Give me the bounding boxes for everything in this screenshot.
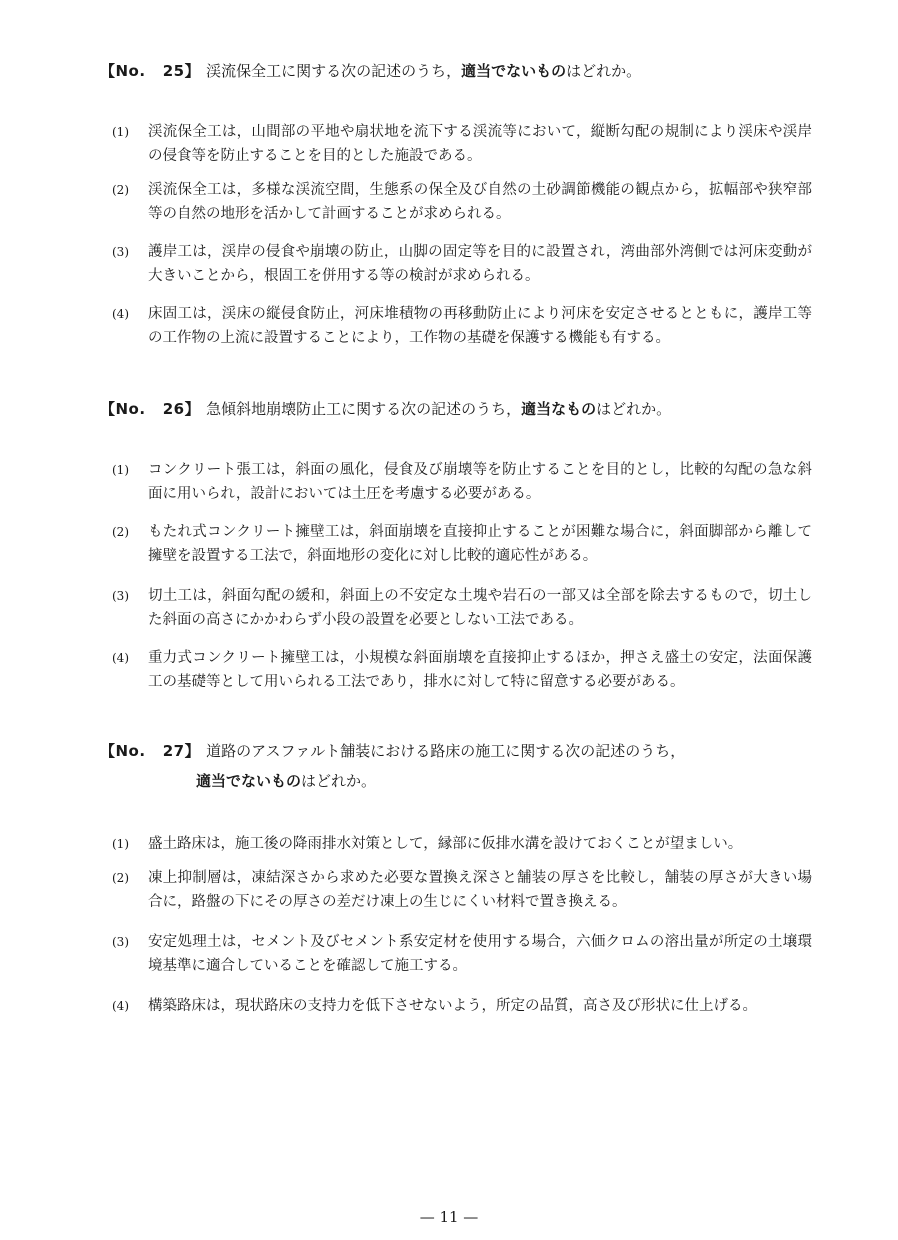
question-26-option-1 — [112, 458, 812, 506]
question-27-option-2 — [112, 866, 812, 914]
option-text: 重力式コンクリート擁壁工は，小規模な斜面崩壊を直接抑止するほか，押さえ盛土の安定，法面保護工の基礎等として用いられる工法であり，排水に対して特に留意する必要がある。 — [148, 650, 812, 690]
page-number: — 11 — — [419, 1208, 479, 1226]
option-text: 構築路床は，現状路床の支持力を低下させないよう，所定の品質，高さ及び形状に仕上げる。 — [148, 998, 757, 1014]
option-number: (4) — [112, 307, 129, 321]
question-text: 道路のアスファルト舗装における路床の施工に関する次の記述のうち， — [206, 742, 686, 760]
question-emphasis: 適当でないもの — [461, 62, 567, 80]
option-number: (2) — [112, 525, 129, 539]
option-text: 安定処理土は，セメント及びセメント系安定材を使用する場合，六価クロムの溶出量が所定の土壌環境基準に適合していることを確認して施工する。 — [148, 934, 812, 974]
question-27-heading — [100, 740, 820, 762]
option-text: 切土工は，斜面勾配の緩和，斜面上の不安定な土塊や岩石の一部又は全部を除去するもので，切土した斜面の高さにかかわらず小段の設置を必要としない工法である。 — [148, 588, 812, 628]
option-text: コンクリート張工は，斜面の風化，侵食及び崩壊等を防止することを目的とし，比較的勾配の急な斜面に用いられ，設計においては土圧を考慮する必要がある。 — [148, 462, 812, 502]
question-number: 【No. 26】 — [100, 400, 201, 418]
option-number: (3) — [112, 589, 129, 603]
option-text: 渓流保全工は，多様な渓流空間，生態系の保全及び自然の土砂調節機能の観点から，拡幅部や狭窄部等の自然の地形を活かして計画することが求められる。 — [148, 182, 812, 222]
question-26-option-3 — [112, 584, 812, 632]
option-text: もたれ式コンクリート擁壁工は，斜面崩壊を直接抑止することが困難な場合に，斜面脚部から離して擁壁を設置する工法で，斜面地形の変化に対し比較的適応性がある。 — [148, 524, 812, 564]
question-text: 渓流保全工に関する次の記述のうち， — [206, 62, 462, 80]
question-emphasis: 適当なもの — [521, 400, 597, 418]
option-number: (2) — [112, 183, 129, 197]
option-number: (4) — [112, 999, 129, 1013]
question-27-option-1 — [112, 832, 812, 856]
option-number: (3) — [112, 245, 129, 259]
question-number: 【No. 27】 — [100, 742, 201, 760]
option-text: 盛土路床は，施工後の降雨排水対策として，縁部に仮排水溝を設けておくことが望ましい。 — [148, 836, 743, 852]
question-text: 急傾斜地崩壊防止工に関する次の記述のうち， — [206, 400, 522, 418]
question-emphasis: 適当でないもの — [196, 772, 302, 790]
option-number: (3) — [112, 935, 129, 949]
question-27-option-3 — [112, 930, 812, 978]
option-number: (4) — [112, 651, 129, 665]
question-26-option-4 — [112, 646, 812, 694]
option-number: (2) — [112, 871, 129, 885]
question-text-end: はどれか。 — [301, 772, 377, 790]
question-26-option-2 — [112, 520, 812, 568]
question-text-end: はどれか。 — [596, 400, 672, 418]
question-27-heading-continued — [196, 770, 816, 792]
question-26-heading — [100, 398, 820, 420]
question-text-end: はどれか。 — [566, 62, 642, 80]
option-text: 床固工は，渓床の縦侵食防止，河床堆積物の再移動防止により河床を安定させるとともに，護岸工等の工作物の上流に設置することにより，工作物の基礎を保護する機能も有する。 — [148, 306, 812, 346]
question-25-option-4 — [112, 302, 812, 350]
question-25-heading — [100, 60, 820, 82]
question-number: 【No. 25】 — [100, 62, 201, 80]
question-25-option-1 — [112, 120, 812, 168]
option-text: 凍上抑制層は，凍結深さから求めた必要な置換え深さと舗装の厚さを比較し，舗装の厚さが大きい場合に，路盤の下にその厚さの差だけ凍上の生じにくい材料で置き換える。 — [148, 870, 812, 910]
option-number: (1) — [112, 463, 129, 477]
question-25-option-2 — [112, 178, 812, 226]
question-25-option-3 — [112, 240, 812, 288]
option-number: (1) — [112, 837, 129, 851]
option-text: 渓流保全工は，山間部の平地や扇状地を流下する渓流等において，縦断勾配の規制により渓床や渓岸の侵食等を防止することを目的とした施設である。 — [148, 124, 812, 164]
question-27-option-4 — [112, 994, 812, 1018]
option-number: (1) — [112, 125, 129, 139]
option-text: 護岸工は，渓岸の侵食や崩壊の防止，山脚の固定等を目的に設置され，湾曲部外湾側では河床変動が大きいことから，根固工を併用する等の検討が求められる。 — [148, 244, 812, 284]
